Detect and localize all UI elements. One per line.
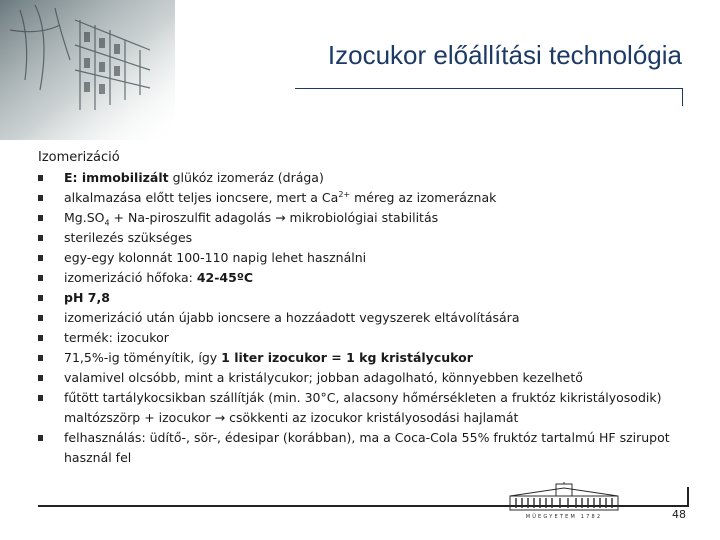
bullet-square-icon: [38, 375, 43, 381]
bullet-item: [38, 388, 698, 408]
bullet-square-icon: [38, 335, 43, 341]
bullet-item: [38, 248, 698, 268]
bullet-text: izomerizáció hőfoka:: [64, 270, 197, 285]
bullet-item: [38, 188, 698, 208]
title-rule-tick: [682, 88, 683, 106]
bullet-item: [38, 428, 698, 448]
bullet-text: Mg.SO: [64, 210, 105, 225]
section-heading: Izomerizáció: [38, 150, 120, 165]
bullet-list: [38, 168, 698, 468]
bullet-item: [38, 368, 698, 388]
bullet-square-icon: [38, 355, 43, 361]
bullet-text: + Na-piroszulfit adagolás → mikrobiológiai stabilitás: [109, 210, 439, 225]
university-logo: [508, 482, 620, 520]
bullet-square-icon: [38, 235, 43, 241]
bullet-item: [38, 228, 698, 248]
bullet-square-icon: [38, 215, 43, 221]
page-number: 48: [672, 508, 686, 521]
bullet-item: [38, 288, 698, 308]
bullet-text: E: immobilizált: [64, 170, 169, 185]
bullet-square-icon: [38, 435, 43, 441]
bullet-text: egy-egy kolonnát 100-110 napig lehet használni: [64, 250, 367, 265]
bullet-text: alkalmazása előtt teljes ioncsere, mert a Ca: [64, 190, 339, 205]
slide-title: Izocukor előállítási technológia: [327, 40, 682, 70]
bullet-text: izomerizáció után újabb ioncsere a hozzáadott vegyszerek eltávolítására: [64, 310, 520, 325]
bullet-text: termék: izocukor: [64, 330, 169, 345]
bullet-continuation: használ fel: [64, 450, 132, 465]
bullet-square-icon: [38, 275, 43, 281]
title-underline: [295, 88, 682, 89]
bullet-square-icon: [38, 175, 43, 181]
bullet-text: glükóz izomeráz (drága): [168, 170, 324, 185]
bullet-item: [38, 348, 698, 368]
bullet-item: [38, 268, 698, 288]
bullet-text: fűtött tartálykocsikban szállítják (min. 30°C, alacsony hőmérsékleten a fruktóz kikristályosodik): [64, 390, 662, 405]
building-photo: [0, 0, 175, 140]
bullet-text: 1 liter izocukor = 1 kg kristálycukor: [221, 350, 473, 365]
bullet-text: méreg az izomeráznak: [350, 190, 497, 205]
bullet-text: felhasználás: üdítő-, sör-, édesipar (korábban), ma a Coca-Cola 55% fruktóz tartalmú HF szirupot: [64, 430, 670, 445]
bullet-text: 2+: [338, 189, 351, 199]
bullet-item: [38, 308, 698, 328]
bullet-text: pH 7,8: [64, 290, 110, 305]
bullet-item: [38, 208, 698, 228]
bullet-square-icon: [38, 395, 43, 401]
logo-text: MŰEGYETEM 1782: [525, 514, 603, 520]
bullet-text: valamivel olcsóbb, mint a kristálycukor; jobban adagolható, könnyebben kezelhető: [64, 370, 583, 385]
bullet-square-icon: [38, 255, 43, 261]
bullet-text: sterilezés szükséges: [64, 230, 193, 245]
bullet-square-icon: [38, 295, 43, 301]
bullet-item: [38, 328, 698, 348]
slide-content: [38, 148, 698, 468]
bullet-text: 71,5%-ig töményítik, így: [64, 350, 222, 365]
footer-rule-tick: [687, 487, 689, 507]
bullet-square-icon: [38, 195, 43, 201]
bullet-text: 42-45ºC: [196, 270, 254, 285]
bullet-item: [38, 168, 698, 188]
bullet-continuation: maltózszörp + izocukor → csökkenti az izocukor kristályosodási hajlamát: [64, 410, 519, 425]
bullet-square-icon: [38, 315, 43, 321]
bullet-text: 4: [104, 218, 110, 228]
